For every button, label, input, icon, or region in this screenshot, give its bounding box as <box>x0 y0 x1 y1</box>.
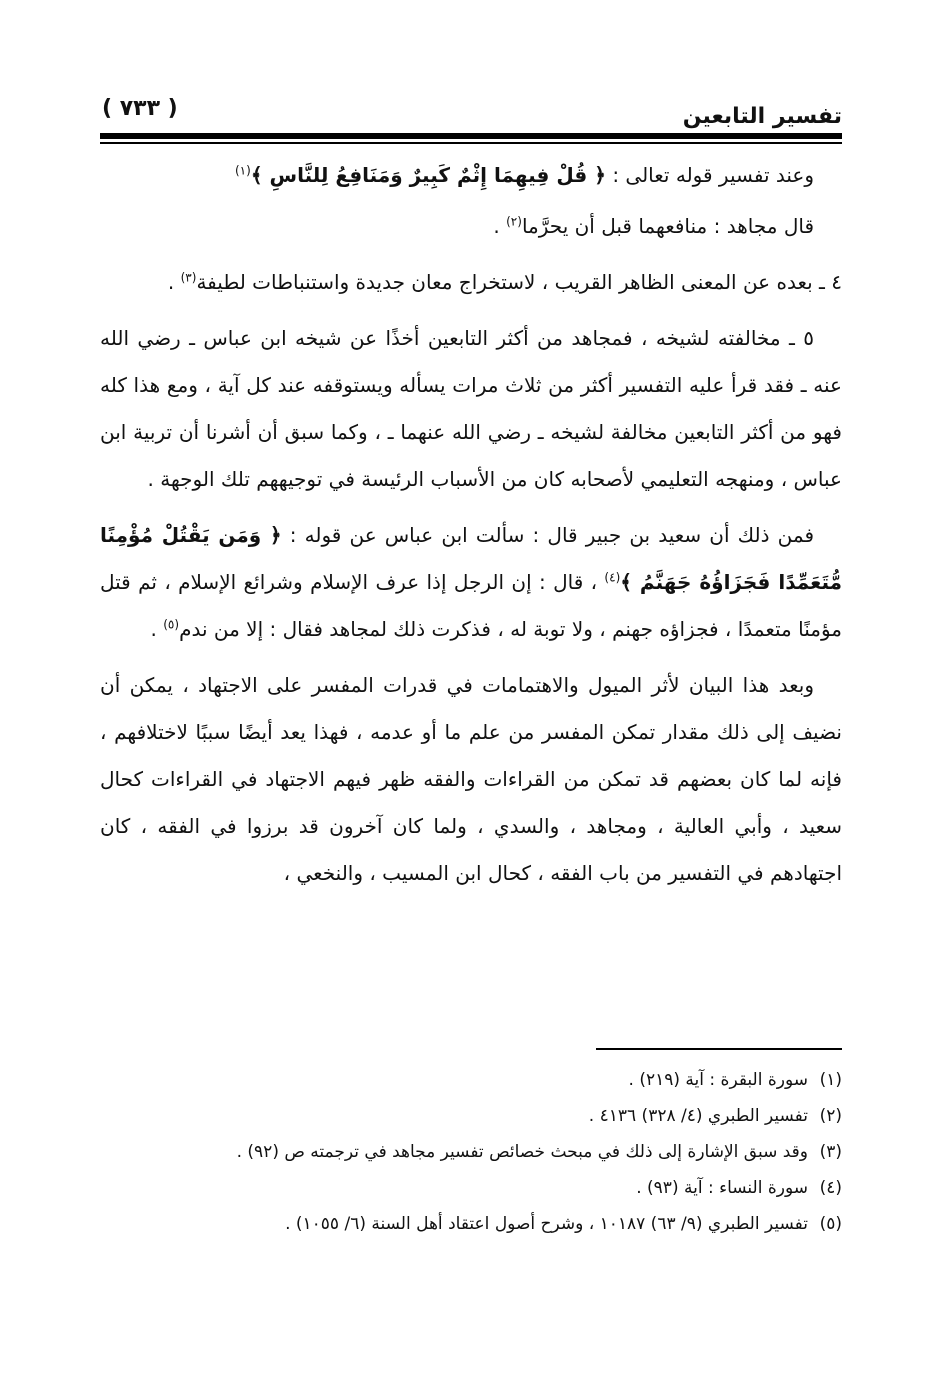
footnote-ref-2: (٢) <box>506 214 522 229</box>
footnotes <box>100 1062 842 1242</box>
paragraph-text: وعند تفسير قوله تعالى : <box>605 163 814 187</box>
paragraph-example: فمن ذلك أن سعيد بن جبير قال : سألت ابن عباس عن قوله : ﴿ وَمَن يَقْتُلْ مُؤْمِنًا مُّتَعَمِّدًا فَجَزَاؤُهُ جَهَنَّمُ ﴾$^{(٤)}$ ، قال : إن الرجل إذا عرف الإسلام وشرائع الإسلام ، ثم قتل مؤمنًا متعمدًا ، فجزاؤه جهنم ، ولا توبة له ، فذكرت ذلك لمجاهد فقال : إلا من ندم$^{(٥)}$ . <box>100 523 842 641</box>
footnote-ref-3: (٣) <box>180 270 197 285</box>
footnote-number: (٤) <box>819 1178 842 1198</box>
footnote-item <box>100 1098 842 1134</box>
paragraph-conclusion <box>100 662 842 897</box>
footnote-text: سورة النساء : آية (٩٣) . <box>636 1178 808 1198</box>
paragraph-text: ٤ ـ بعده عن المعنى الظاهر القريب ، لاستخراج معان جديدة واستنباطات لطيفة <box>196 270 842 294</box>
paragraph-text: فمن ذلك أن سعيد بن جبير قال : سألت ابن عباس عن قوله : <box>281 523 814 547</box>
footnote-text: تفسير الطبري (٩/ ٦٣) ١٠١٨٧ ، وشرح أصول اعتقاد أهل السنة (٦/ ١٠٥٥) . <box>285 1214 808 1234</box>
page-number: ( ٧٣٣ ) <box>102 96 178 121</box>
quran-quote: ﴿ قُلْ فِيهِمَا إِثْمٌ كَبِيرٌ وَمَنَافِعُ لِلنَّاسِ ﴾ <box>250 163 606 187</box>
footnote-ref-5: (٥) <box>163 617 180 632</box>
footnote-ref-1: (١) <box>234 163 251 178</box>
main-text <box>100 152 842 906</box>
footnote-number: (٢) <box>819 1106 842 1126</box>
footnote-number: (١) <box>819 1070 842 1090</box>
footnote-text: تفسير الطبري (٤/ ٣٢٨) ٤١٣٦ . <box>588 1106 808 1126</box>
paragraph-text: ، قال : إن الرجل إذا عرف الإسلام وشرائع الإسلام ، ثم قتل مؤمنًا متعمدًا ، فجزاؤه جهنم ، ولا توبة له ، فذكرت ذلك لمجاهد فقال : إلا من ندم <box>100 570 842 641</box>
paragraph-text: وبعد هذا البيان لأثر الميول والاهتمامات في قدرات المفسر على الاجتهاد ، يمكن أن نضيف إلى ذلك مقدار تمكن المفسر من علم ما أو عدمه ، فهذا يعد أيضًا سببًا لاختلافهم ، فإنه لما كان بعضهم قد تمكن من القراءات والفقه ظهر فيهم الاجتهاد في القراءات كحال سعيد ، وأبي العالية ، ومجاهد ، والسدي ، ولما كان آخرون قد برزوا في الفقه ، كان اجتهادهم في التفسير من باب الفقه ، كحال ابن المسيب ، والنخعي ، <box>100 673 842 885</box>
footnote-number: (٣) <box>819 1142 842 1162</box>
footnote-number: (٥) <box>819 1214 842 1234</box>
footnote-ref-4: (٤) <box>604 570 621 585</box>
header-rule-thin <box>100 142 842 144</box>
paragraph-text: ٥ ـ مخالفته لشيخه ، فمجاهد من أكثر التابعين أخذًا عن شيخه ابن عباس ـ رضي الله عنه ـ فقد قرأ عليه التفسير أكثر من ثلاث مرات يسأله ويستوقفه عند كل آية ، ومع هذا كله فهو من أكثر التابعين مخالفة لشيخه ـ رضي الله عنهما ـ ، وكما سبق أن أشرنا أن تربية ابن عباس ، ومنهجه التعليمي لأصحابه كان من الأسباب الرئيسة في توجيههم تلك الوجهة . <box>100 326 842 491</box>
footnote-item <box>100 1170 842 1206</box>
paragraph-verse-intro <box>100 152 842 199</box>
running-title: تفسير التابعين <box>682 104 842 129</box>
paragraph-mujahid-saying: قال مجاهد : منافعهما قبل أن يحرَّما$^{(٢)}$ . <box>493 214 814 238</box>
quran-quote: ﴿ وَمَن يَقْتُلْ مُؤْمِنًا مُّتَعَمِّدًا فَجَزَاؤُهُ جَهَنَّمُ ﴾ <box>100 523 842 594</box>
footnote-text: سورة البقرة : آية (٢١٩) . <box>628 1070 808 1090</box>
footnote-separator <box>596 1048 842 1050</box>
footnote-item <box>100 1206 842 1242</box>
paragraph-text: قال مجاهد : منافعهما قبل أن يحرَّما <box>521 214 814 238</box>
paragraph-point-4: ٤ ـ بعده عن المعنى الظاهر القريب ، لاستخراج معان جديدة واستنباطات لطيفة$^{(٣)}$ . <box>167 270 842 294</box>
footnote-item <box>100 1062 842 1098</box>
footnote-item <box>100 1134 842 1170</box>
footnote-text: وقد سبق الإشارة إلى ذلك في مبحث خصائص تفسير مجاهد في ترجمته ص (٩٢) . <box>236 1142 808 1162</box>
paragraph-point-5 <box>100 315 842 503</box>
header-rule-thick <box>100 133 842 139</box>
